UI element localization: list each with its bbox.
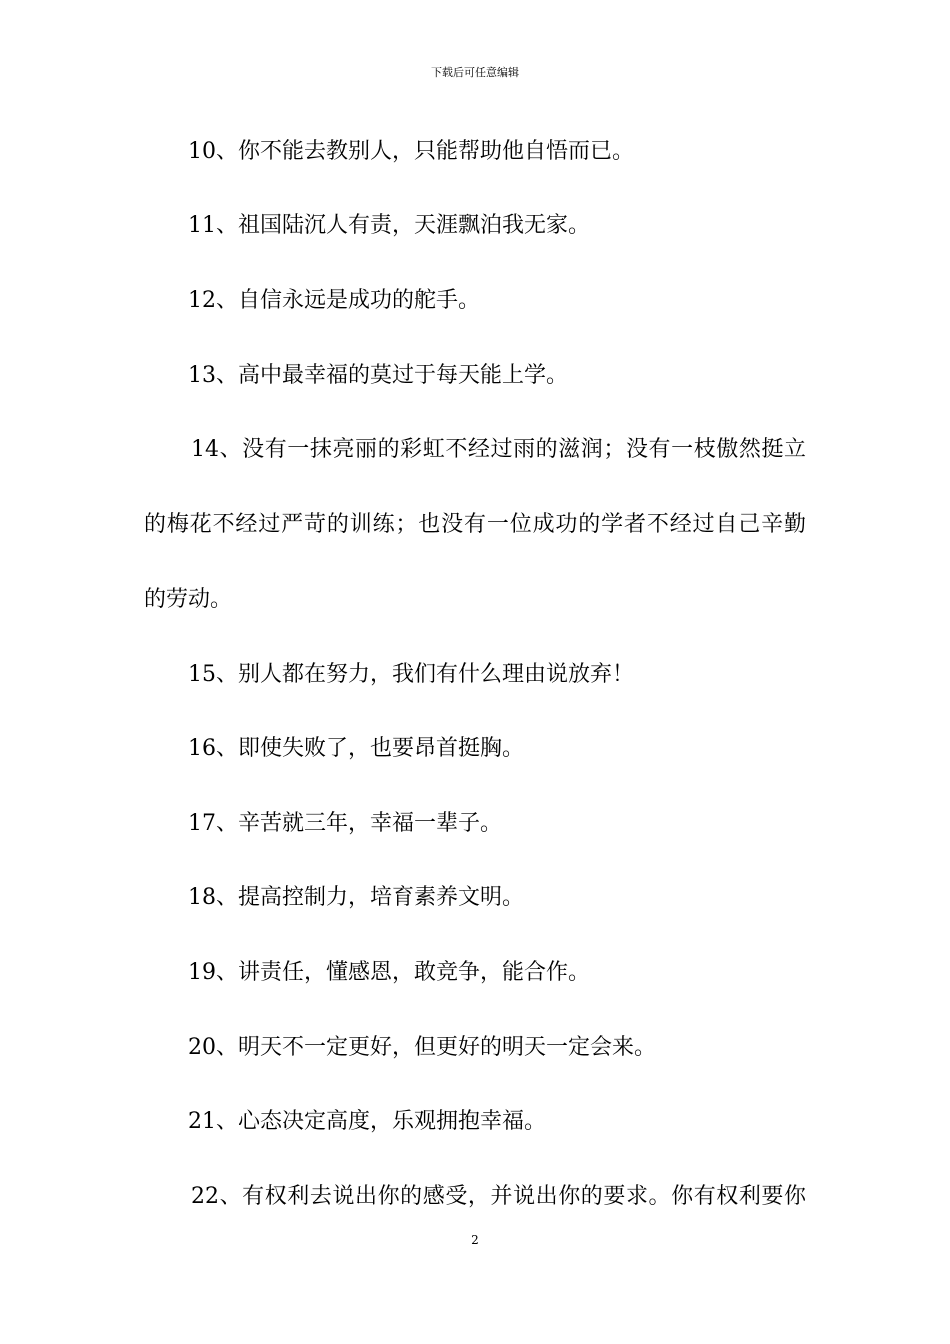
list-item-16: 16、即使失败了，也要昂首挺胸。: [188, 736, 524, 761]
list-item-17: 17、辛苦就三年，幸福一辈子。: [188, 811, 502, 836]
list-item-21: 21、心态决定高度，乐观拥抱幸福。: [188, 1109, 546, 1134]
page-header: 下载后可任意编辑: [431, 66, 519, 79]
list-item-14-line-3: 的劳动。: [144, 587, 233, 612]
list-item-13: 13、高中最幸福的莫过于每天能上学。: [188, 363, 568, 388]
list-item-11: 11、祖国陆沉人有责，天涯飘泊我无家。: [188, 213, 590, 238]
list-item-22-line-1: 22、有权利去说出你的感受，并说出你的要求。你有权利要你: [191, 1184, 806, 1209]
list-item-12: 12、自信永远是成功的舵手。: [188, 288, 480, 313]
list-item-19: 19、讲责任，懂感恩，敢竞争，能合作。: [188, 960, 590, 985]
list-item-18: 18、提高控制力，培育素养文明。: [188, 885, 524, 910]
list-item-15: 15、别人都在努力，我们有什么理由说放弃！: [188, 662, 634, 687]
list-item-14-line-2: 的梅花不经过严苛的训练；也没有一位成功的学者不经过自己辛勤: [144, 512, 806, 537]
list-item-14-line-1: 14、没有一抹亮丽的彩虹不经过雨的滋润；没有一枝傲然挺立: [191, 437, 806, 462]
list-item-20: 20、明天不一定更好，但更好的明天一定会来。: [188, 1035, 656, 1060]
page-number: 2: [471, 1233, 479, 1247]
list-item-10: 10、你不能去教别人，只能帮助他自悟而已。: [188, 139, 634, 164]
